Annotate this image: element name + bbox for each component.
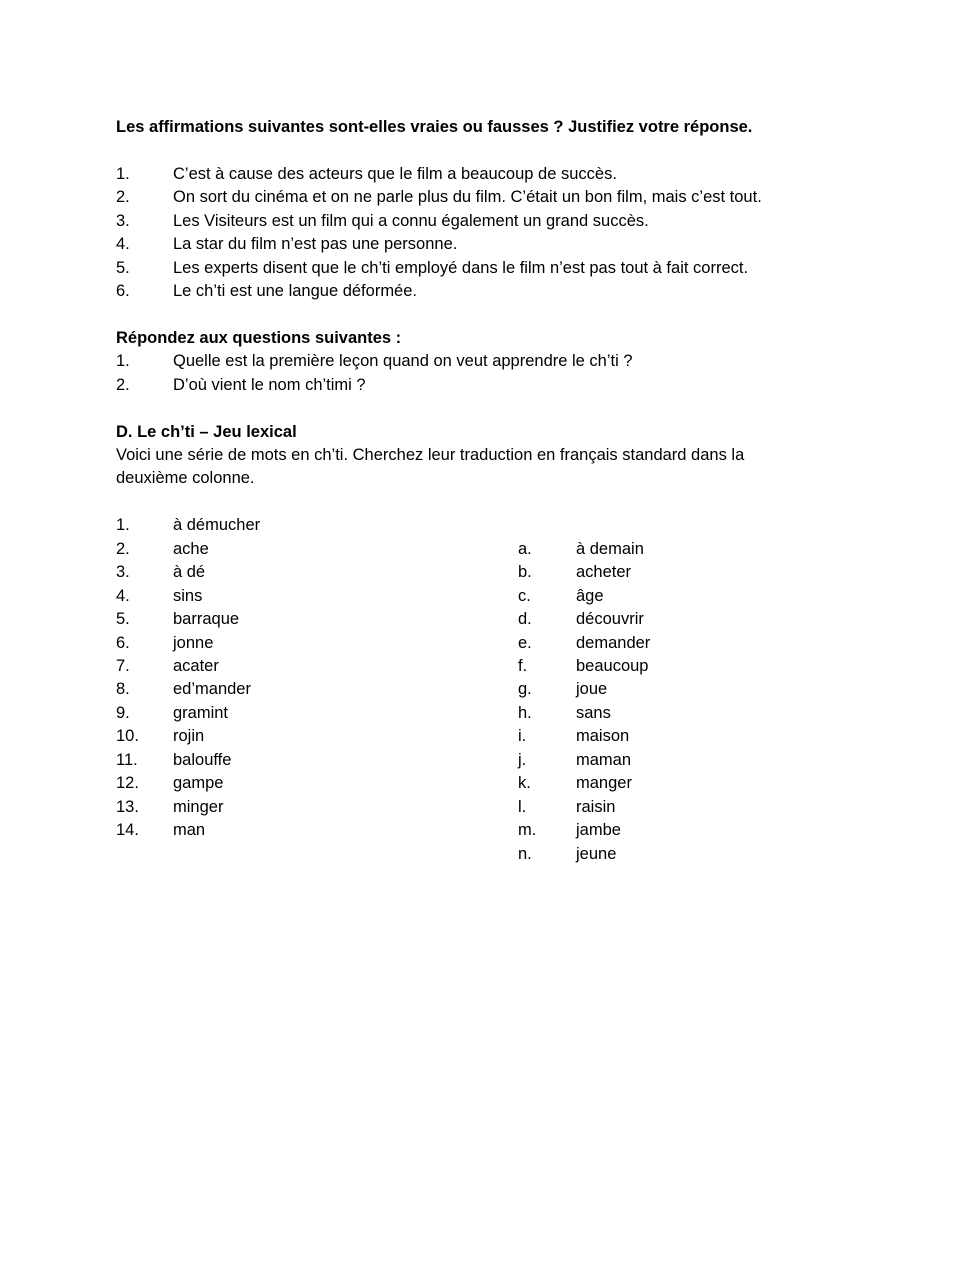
list-item-text: demander	[576, 634, 651, 652]
list-item-number: 7.	[116, 657, 130, 675]
list-item-text: acheter	[576, 563, 632, 581]
list-item-number: 1.	[116, 516, 130, 534]
list-item-number: 2.	[116, 376, 130, 394]
list-item-number: 2.	[116, 540, 130, 558]
list-item-text: découvrir	[576, 610, 644, 628]
list-item-number: 14.	[116, 821, 139, 839]
list-item-number: 2.	[116, 188, 130, 206]
list-item-text: jambe	[576, 821, 621, 839]
list-item-number: 4.	[116, 587, 130, 605]
list-item-text: rojin	[173, 727, 205, 745]
list-item-text: sins	[173, 587, 203, 605]
list-item-letter: n.	[518, 845, 532, 863]
list-item-text: balouffe	[173, 751, 232, 769]
list-item-text: à demain	[576, 540, 644, 558]
list-item-text: maison	[576, 727, 630, 745]
list-item-number: 4.	[116, 235, 130, 253]
list-item-text: maman	[576, 751, 632, 769]
section3-intro-line1: Voici une série de mots en ch’ti. Cherchez leur traduction en français standard dans la	[116, 446, 745, 464]
list-item-text: âge	[576, 587, 604, 605]
list-item-text: raisin	[576, 798, 616, 816]
list-item-number: 11.	[116, 751, 138, 769]
section1-heading: Les affirmations suivantes sont-elles vraies ou fausses ? Justifiez votre réponse.	[116, 118, 753, 136]
list-item-text: On sort du cinéma et on ne parle plus du film. C’était un bon film, mais c’est tout.	[173, 188, 762, 206]
list-item-number: 5.	[116, 259, 130, 277]
list-item-text: gampe	[173, 774, 224, 792]
list-item-letter: b.	[518, 563, 532, 581]
list-item-number: 8.	[116, 680, 130, 698]
list-item-text: manger	[576, 774, 632, 792]
list-item-text: à dé	[173, 563, 206, 581]
list-item-text: ache	[173, 540, 209, 558]
list-item-text: jonne	[173, 634, 214, 652]
list-item-text: acater	[173, 657, 219, 675]
list-item-number: 12.	[116, 774, 139, 792]
list-item-letter: k.	[518, 774, 531, 792]
list-item-number: 1.	[116, 165, 130, 183]
list-item-letter: h.	[518, 704, 532, 722]
list-item-text: Quelle est la première leçon quand on veut apprendre le ch’ti ?	[173, 352, 633, 370]
list-item-number: 13.	[116, 798, 139, 816]
list-item-number: 9.	[116, 704, 130, 722]
list-item-text: sans	[576, 704, 611, 722]
list-item-letter: g.	[518, 680, 532, 698]
section3-intro-line2: deuxième colonne.	[116, 469, 255, 487]
list-item-letter: f.	[518, 657, 528, 675]
list-item-number: 6.	[116, 282, 130, 300]
list-item-number: 10.	[116, 727, 139, 745]
list-item-letter: j.	[518, 751, 527, 769]
list-item-text: beaucoup	[576, 657, 649, 675]
list-item-text: minger	[173, 798, 224, 816]
list-item-text: Les Visiteurs est un film qui a connu également un grand succès.	[173, 212, 649, 230]
list-item-number: 6.	[116, 634, 130, 652]
list-item-letter: c.	[518, 587, 531, 605]
list-item-letter: i.	[518, 727, 527, 745]
list-item-text: à démucher	[173, 516, 261, 534]
list-item-text: jeune	[576, 845, 617, 863]
list-item-text: man	[173, 821, 206, 839]
list-item-text: barraque	[173, 610, 240, 628]
list-item-text: C’est à cause des acteurs que le film a beaucoup de succès.	[173, 165, 617, 183]
list-item-text: D’où vient le nom ch’timi ?	[173, 376, 366, 394]
list-item-number: 5.	[116, 610, 130, 628]
list-item-letter: m.	[518, 821, 537, 839]
list-item-number: 3.	[116, 563, 130, 581]
list-item-text: ed’mander	[173, 680, 251, 698]
list-item-letter: d.	[518, 610, 532, 628]
list-item-letter: l.	[518, 798, 527, 816]
section3-heading: D. Le ch’ti – Jeu lexical	[116, 423, 297, 441]
list-item-text: Les experts disent que le ch’ti employé dans le film n’est pas tout à fait correct.	[173, 259, 749, 277]
list-item-letter: e.	[518, 634, 532, 652]
list-item-text: gramint	[173, 704, 229, 722]
list-item-text: joue	[576, 680, 608, 698]
list-item-text: Le ch’ti est une langue déformée.	[173, 282, 417, 300]
list-item-text: La star du film n’est pas une personne.	[173, 235, 458, 253]
list-item-letter: a.	[518, 540, 532, 558]
section2-heading: Répondez aux questions suivantes :	[116, 329, 402, 347]
list-item-number: 3.	[116, 212, 130, 230]
list-item-number: 1.	[116, 352, 130, 370]
